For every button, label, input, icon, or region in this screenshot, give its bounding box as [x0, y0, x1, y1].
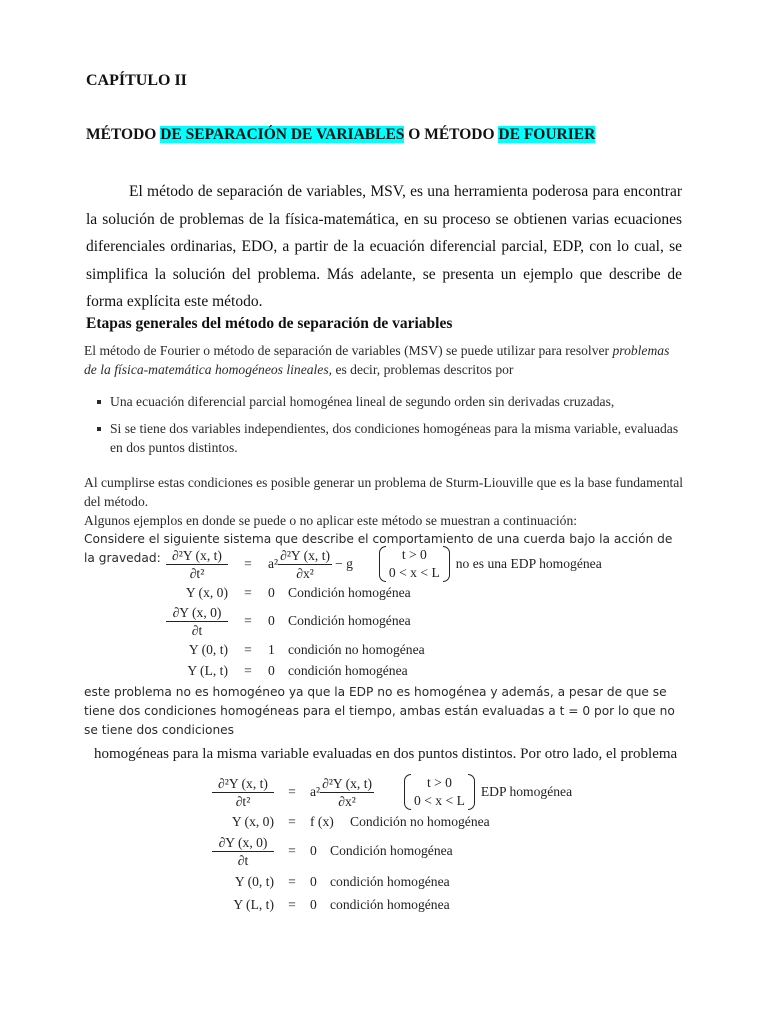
continuation-text: homogéneas para la misma variable evaluadas en dos puntos distintos. Por otro lado, el problema [94, 746, 678, 762]
system-1-conditions [166, 583, 486, 681]
system-2-conditions [212, 812, 552, 916]
p1-emphasis: problemas de la física-matemática homogéneos lineales, [84, 343, 670, 377]
title-highlight-1: DE SEPARACIÓN DE VARIABLES [160, 126, 405, 143]
excerpt-paragraph-2: Al cumplirse estas condiciones es posible generar un problema de Sturm-Liouville que es la base fundamental del método. [84, 475, 684, 509]
system-1-pde [166, 546, 602, 582]
pde-note: no es una EDP homogénea [455, 556, 602, 571]
condition-row: Y (L, t) = 0 condición homogénea [187, 663, 408, 678]
condition-row: Y (0, t) = 0 condición homogénea [234, 874, 450, 889]
rhs-fraction: $\frac{\text{∂²Y (x, t)}}{\text{∂x²}}$ [280, 547, 331, 581]
chapter-title [86, 126, 595, 144]
title-part-2: O MÉTODO [404, 126, 499, 143]
equals-sign: = [288, 784, 296, 799]
condition-row: Y (x, 0) = f (x) Condición no homogénea [231, 814, 490, 829]
excerpt-paragraph-5: este problema no es homogéneo ya que la EDP no es homogénea y además, a pesar de que se tiene dos condiciones homogéneas para el tiempo, ambas están evaluadas a t = 0 por lo que no se tiene dos condiciones [84, 685, 675, 737]
condition-row: $\frac{\partial Y (x, 0)}{\partial t}$ = 0 Condición homogénea [212, 832, 552, 870]
title-part-1: MÉTODO [86, 126, 161, 143]
intro-paragraph [86, 178, 682, 316]
section-heading: Etapas generales del método de separación de variables [86, 315, 453, 332]
intro-text: El método de separación de variables, MSV, es una herramienta poderosa para encontrar la solución de problemas de la física-matemática, en su proceso se obtienen varias ecuaciones diferenciales ordinarias, EDO, a partir de la ecuación diferencial parcial, EDP, con lo cual, se simplifica la solución del problema. Más adelante, se presenta un ejemplo que describe de forma explícita este método. [86, 183, 682, 310]
rhs-fraction: $\frac{\text{∂²Y (x, t)}}{\text{∂x²}}$ [322, 775, 373, 809]
condition-row: Y (0, t) = 1 condición no homogénea [188, 642, 425, 657]
excerpt-paragraph-1 [84, 341, 684, 379]
conditions-list [84, 392, 684, 457]
lhs-fraction: $\frac{\text{∂²Y (x, t)}}{\text{∂t²}}$ [212, 776, 274, 809]
excerpt-block [84, 341, 684, 568]
domain-conditions: t > 0 0 < x < L [404, 774, 475, 810]
pde-note: EDP homogénea [480, 784, 573, 799]
system-2-pde [212, 774, 572, 810]
p1-text-b: es decir, problemas descritos por [335, 362, 514, 377]
list-item: Si se tiene dos variables independientes, dos condiciones homogéneas para la misma variable, evaluadas en dos puntos distintos. [84, 419, 684, 457]
list-item: Una ecuación diferencial parcial homogénea lineal de segundo orden sin derivadas cruzadas, [84, 392, 684, 411]
condition-row: Y (x, 0) = 0 Condición homogénea [185, 585, 411, 600]
chapter-heading: CAPÍTULO II [86, 72, 187, 89]
p1-text-a: El método de Fourier o método de separación de variables (MSV) se puede utilizar para resolver [84, 343, 610, 358]
excerpt-paragraph-3: Algunos ejemplos en donde se puede o no aplicar este método se muestran a continuación: [84, 513, 578, 528]
condition-row: Y (L, t) = 0 condición homogénea [233, 897, 450, 912]
condition-row: $\frac{\partial Y (x, 0)}{\partial t}$ = 0 Condición homogénea [166, 603, 486, 639]
equals-sign: = [244, 556, 252, 571]
domain-conditions: t > 0 0 < x < L [379, 546, 450, 582]
rhs-coefficient: a² [268, 556, 279, 571]
gravity-term: − g [335, 556, 353, 571]
lhs-fraction: $\frac{\text{∂²Y (x, t)}}{\text{∂t²}}$ [166, 548, 228, 581]
rhs-coefficient: a² [310, 784, 321, 799]
title-highlight-2: DE FOURIER [498, 126, 596, 143]
excerpt-paragraph-4: Considere el siguiente sistema que describe el comportamiento de una cuerda bajo la acción de la gravedad: [84, 532, 673, 565]
